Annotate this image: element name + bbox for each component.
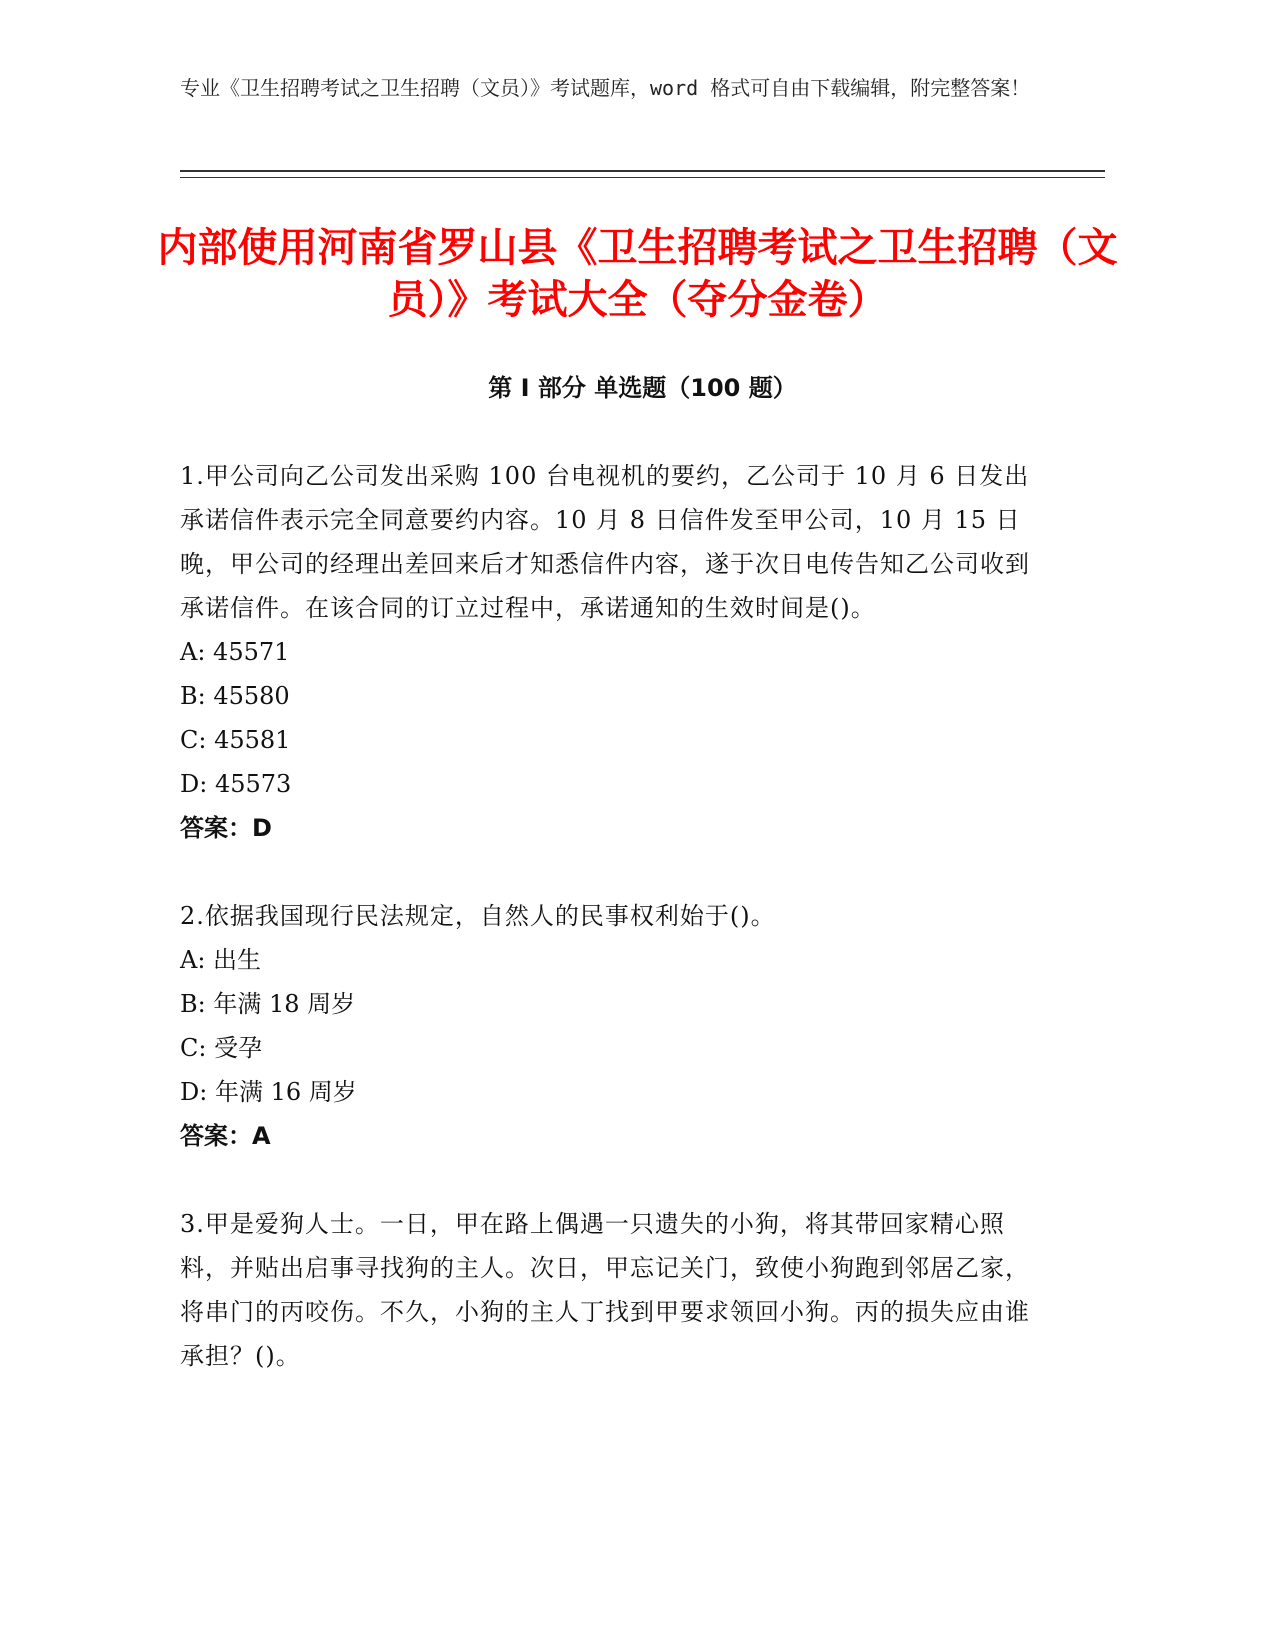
- question-2: [180, 894, 1040, 1158]
- option-a: A: 出生: [180, 946, 262, 974]
- option-d: D: 45573: [180, 770, 292, 798]
- question-stem: 2.依据我国现行民法规定，自然人的民事权利始于()。: [180, 902, 776, 930]
- question-stem: 1.甲公司向乙公司发出采购 100 台电视机的要约，乙公司于 10 月 6 日发出承诺信件表示完全同意要约内容。10 月 8 日信件发至甲公司，10 月 15 日晚，甲公司的经理出差回来后才知悉信件内容，遂于次日电传告知乙公司收到承诺信件。在该合同的订立过程中，承诺通知的生效时间是()。: [180, 462, 1030, 622]
- option-c: C: 受孕: [180, 1034, 263, 1062]
- header-note: 专业《卫生招聘考试之卫生招聘（文员）》考试题库，word 格式可自由下载编辑，附完整答案！: [180, 76, 1031, 100]
- option-a: A: 45571: [180, 638, 290, 666]
- option-c: C: 45581: [180, 726, 291, 754]
- option-b: B: 年满 18 周岁: [180, 990, 356, 1018]
- option-b: B: 45580: [180, 682, 290, 710]
- answer: 答案：A: [180, 1122, 271, 1150]
- header-divider-thick: [180, 170, 1105, 172]
- question-1: [180, 454, 1040, 850]
- header-divider-thin: [180, 177, 1105, 178]
- section-heading: 第 I 部分 单选题（100 题）: [488, 374, 797, 402]
- question-3: [180, 1202, 1040, 1378]
- question-list: [180, 454, 1040, 1422]
- option-d: D: 年满 16 周岁: [180, 1078, 357, 1106]
- document-title: 内部使用河南省罗山县《卫生招聘考试之卫生招聘（文员）》考试大全（夺分金卷）: [157, 225, 1118, 323]
- question-stem: 3.甲是爱狗人士。一日，甲在路上偶遇一只遗失的小狗，将其带回家精心照料，并贴出启事寻找狗的主人。次日，甲忘记关门，致使小狗跑到邻居乙家，将串门的丙咬伤。不久，小狗的主人丁找到甲要求领回小狗。丙的损失应由谁承担？()。: [180, 1210, 1030, 1370]
- answer: 答案：D: [180, 814, 272, 842]
